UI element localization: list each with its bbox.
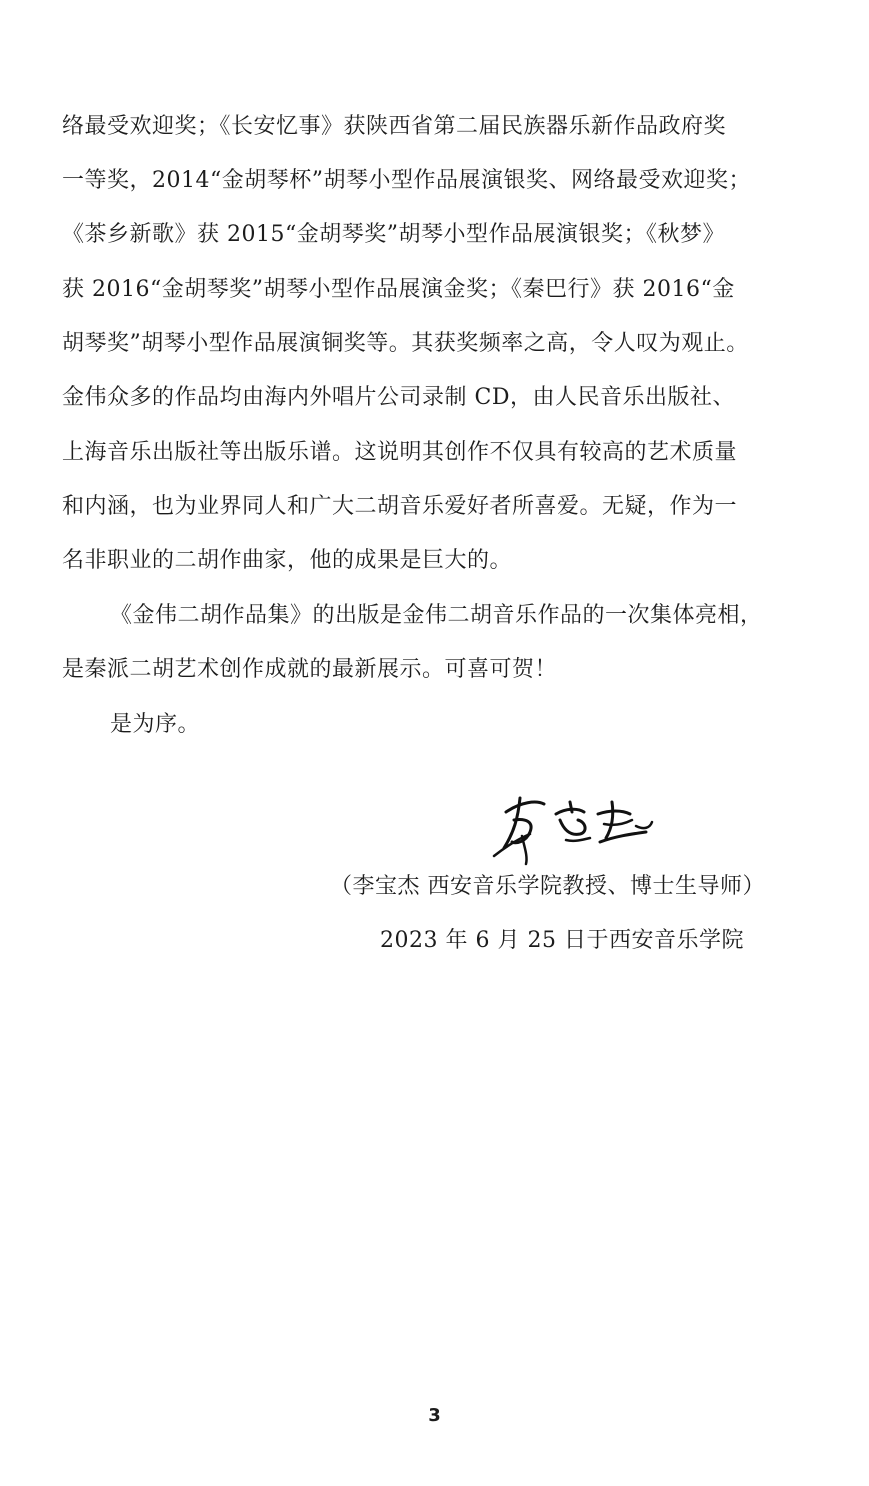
body-line: 一等奖，2014“金胡琴杯”胡琴小型作品展演银奖、网络最受欢迎奖； [62,168,751,193]
date-line: 2023 年 6 月 25 日于西安音乐学院 [380,928,744,953]
body-line: 是秦派二胡艺术创作成就的最新展示。可喜可贺！ [62,657,558,682]
body-line: 上海音乐出版社等出版乐谱。这说明其创作不仅具有较高的艺术质量 [62,440,738,465]
body-line: 和内涵，也为业界同人和广大二胡音乐爱好者所喜爱。无疑，作为一 [62,494,738,519]
author-attribution: （李宝杰 西安音乐学院教授、博士生导师） [330,874,765,899]
page-number: 3 [428,1405,441,1426]
body-line: 胡琴奖”胡琴小型作品展演铜奖等。其获奖频率之高，令人叹为观止。 [62,331,749,356]
body-line: 获 2016“金胡琴奖”胡琴小型作品展演金奖；《秦巴行》获 2016“金 [62,277,735,302]
body-line: 《金伟二胡作品集》的出版是金伟二胡音乐作品的一次集体亮相， [110,603,763,628]
body-line: 金伟众多的作品均由海内外唱片公司录制 CD，由人民音乐出版社、 [62,385,735,410]
body-line: 《茶乡新歌》获 2015“金胡琴奖”胡琴小型作品展演银奖；《秋梦》 [62,222,725,247]
body-line: 络最受欢迎奖；《长安忆事》获陕西省第二届民族器乐新作品政府奖 [62,114,727,139]
handwritten-signature [486,790,656,870]
closing-line: 是为序。 [110,712,201,737]
signature-icon [486,790,656,870]
body-line: 名非职业的二胡作曲家，他的成果是巨大的。 [62,548,513,573]
